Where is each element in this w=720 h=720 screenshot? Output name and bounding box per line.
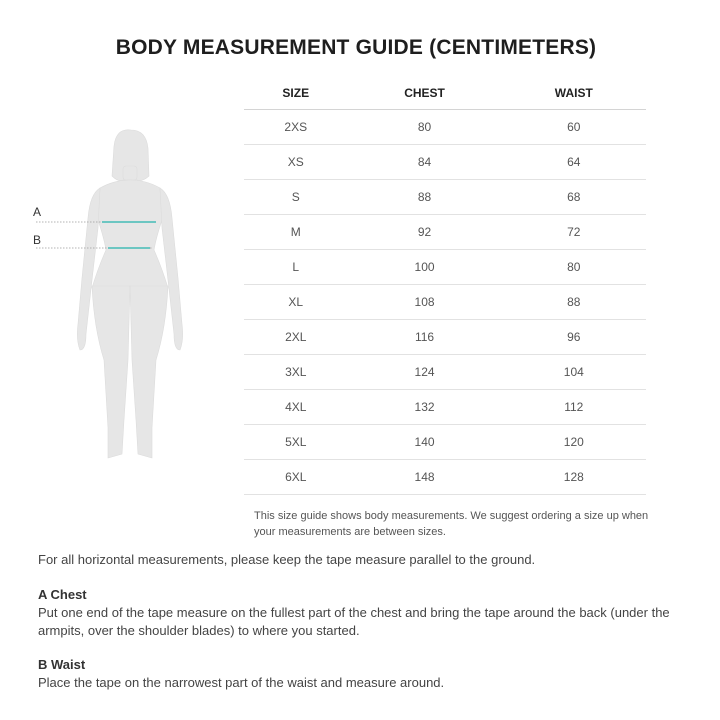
size-table [244,76,646,495]
waist-cell: 64 [502,145,646,180]
table-row [244,215,646,250]
waist-cell: 128 [502,460,646,495]
chest-instructions: Put one end of the tape measure on the fullest part of the chest and bring the tape around the back (under the armpits, over the shoulder blades) to where you started. [38,605,670,638]
chest-cell: 100 [348,250,502,285]
table-row [244,250,646,285]
waist-cell: 80 [502,250,646,285]
waist-cell: 88 [502,285,646,320]
waist-cell: 72 [502,215,646,250]
chest-cell: 88 [348,180,502,215]
size-cell: 3XL [244,355,348,390]
table-row [244,145,646,180]
table-row [244,460,646,495]
table-row [244,110,646,145]
chest-cell: 84 [348,145,502,180]
waist-heading: B Waist [38,657,86,672]
size-cell: 5XL [244,425,348,460]
waist-cell: 60 [502,110,646,145]
size-cell: 6XL [244,460,348,495]
table-row [244,180,646,215]
chest-cell: 92 [348,215,502,250]
size-cell: 4XL [244,390,348,425]
size-cell: XL [244,285,348,320]
chest-cell: 108 [348,285,502,320]
chest-heading: A Chest [38,587,87,602]
table-row [244,320,646,355]
size-cell: 2XS [244,110,348,145]
table-row [244,425,646,460]
chest-cell: 132 [348,390,502,425]
waist-cell: 68 [502,180,646,215]
header-waist: WAIST [502,76,646,110]
chest-cell: 80 [348,110,502,145]
waist-instructions: Place the tape on the narrowest part of the waist and measure around. [38,675,445,690]
table-row [244,390,646,425]
size-cell: S [244,180,348,215]
page-title: BODY MEASUREMENT GUIDE (CENTIMETERS) [115,36,597,59]
header-chest: CHEST [348,76,502,110]
size-cell: L [244,250,348,285]
size-cell: XS [244,145,348,180]
body-silhouette [28,128,228,468]
label-a: A [33,205,42,219]
table-row [244,355,646,390]
size-guide-note: This size guide shows body measurements. We suggest ordering a size up when your measurements are between sizes. [254,510,649,538]
header-size: SIZE [244,76,348,110]
waist-cell: 96 [502,320,646,355]
waist-cell: 112 [502,390,646,425]
waist-cell: 104 [502,355,646,390]
chest-cell: 124 [348,355,502,390]
chest-cell: 148 [348,460,502,495]
table-row [244,285,646,320]
size-cell: 2XL [244,320,348,355]
chest-cell: 140 [348,425,502,460]
chest-cell: 116 [348,320,502,355]
instructions-intro: For all horizontal measurements, please keep the tape measure parallel to the ground. [38,552,536,567]
size-cell: M [244,215,348,250]
table-header-row [244,76,646,110]
waist-cell: 120 [502,425,646,460]
label-b: B [33,233,42,247]
